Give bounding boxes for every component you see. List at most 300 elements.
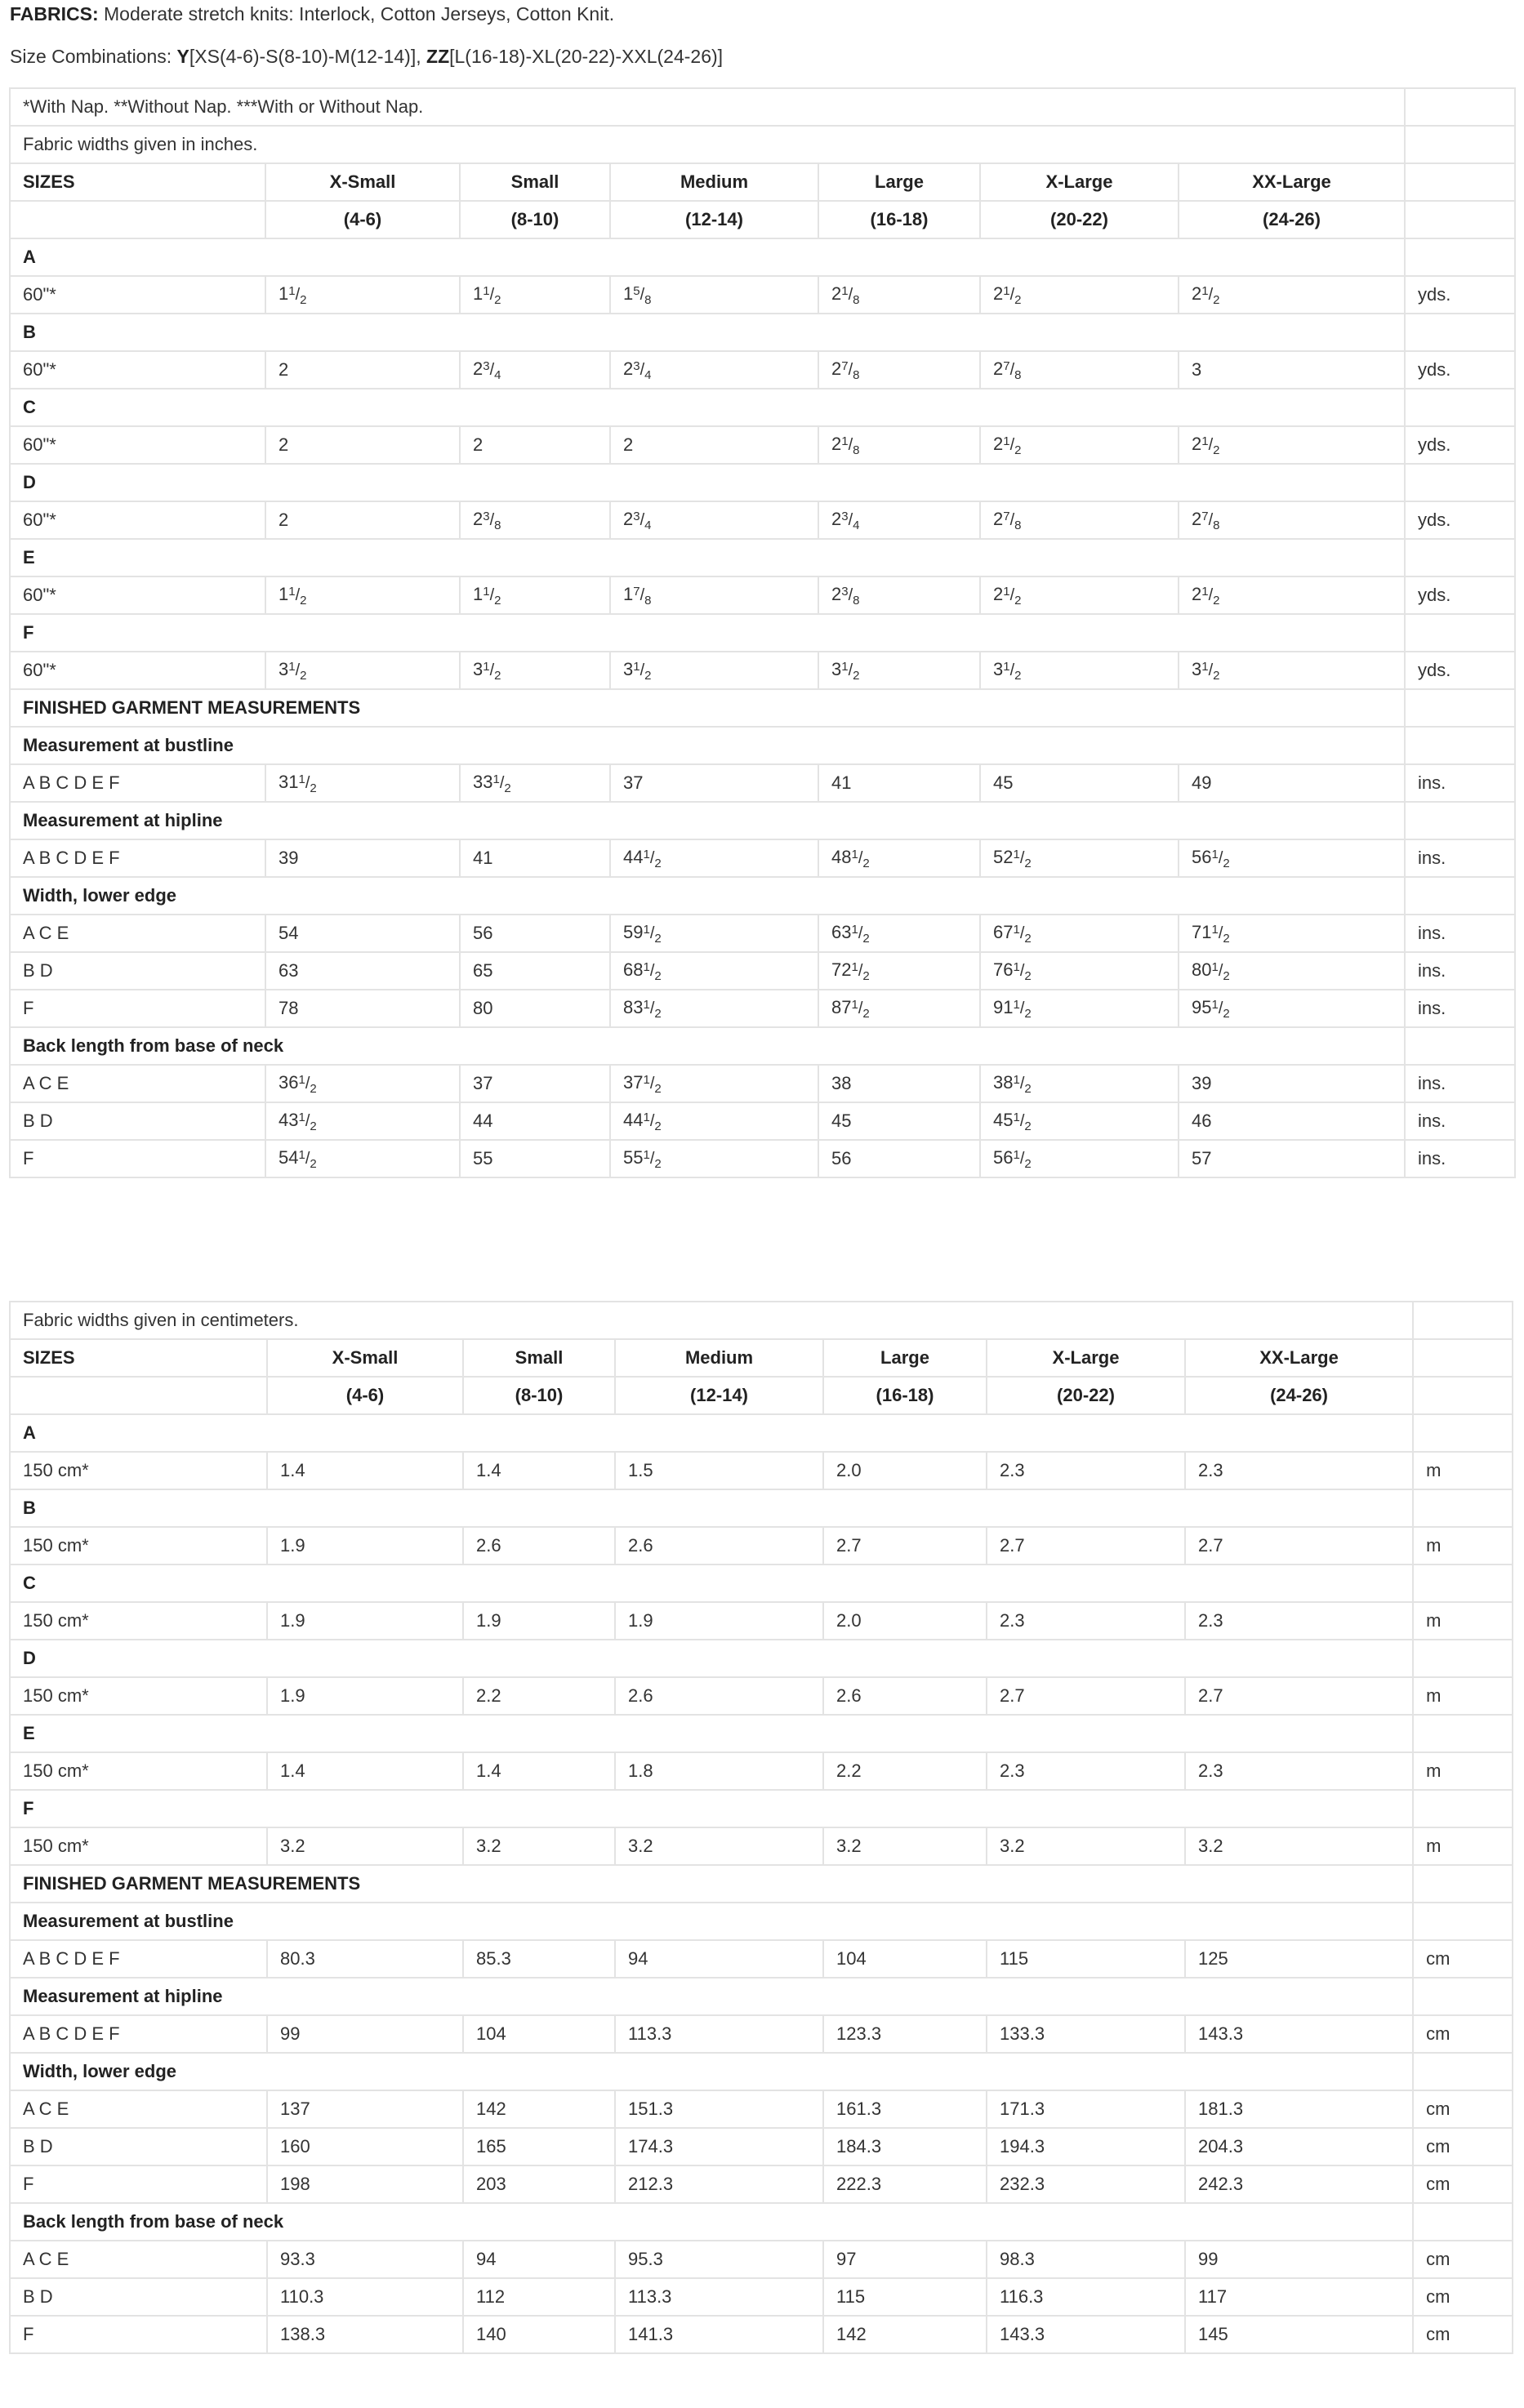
fraction-value: $2^1/_2$ [993, 583, 1022, 608]
measurement-value: 165 [463, 2128, 615, 2165]
unit-spacer [1413, 2203, 1513, 2241]
view-letter: A [10, 1414, 1413, 1452]
measurement-value [610, 952, 818, 990]
measurement-value [1179, 915, 1405, 952]
yardage-value: 3.2 [987, 1827, 1185, 1865]
yardage-value: 2 [610, 426, 818, 464]
yardage-value [610, 501, 818, 539]
measurement-value: 57 [1179, 1140, 1405, 1177]
view-label-row [10, 1489, 1513, 1527]
unit-label: ins. [1405, 839, 1515, 877]
unit-label: cm [1413, 2316, 1513, 2353]
yardage-value [980, 351, 1179, 389]
measurement-value: 39 [1179, 1065, 1405, 1102]
unit-label: ins. [1405, 952, 1515, 990]
measurement-value: 123.3 [823, 2015, 987, 2053]
size-name-header: X-Small [267, 1339, 463, 1377]
unit-spacer [1405, 88, 1515, 126]
yardage-value [1179, 501, 1405, 539]
unit-spacer [1413, 1489, 1513, 1527]
view-label-row [10, 464, 1515, 501]
yardage-value: 2.7 [1185, 1677, 1413, 1715]
measurement-title: Width, lower edge [10, 877, 1405, 915]
size-range-header: (24-26) [1185, 1377, 1413, 1414]
yardage-value: 2.6 [463, 1527, 615, 1565]
fraction-value: $33^1/_2$ [473, 771, 511, 795]
fraction-value: $36^1/_2$ [279, 1071, 317, 1096]
yardage-value: 2.2 [463, 1677, 615, 1715]
measurement-value: 143.3 [987, 2316, 1185, 2353]
measurement-value: 46 [1179, 1102, 1405, 1140]
measurement-value [980, 1065, 1179, 1102]
view-letter: B [10, 1489, 1413, 1527]
measurement-value: 44 [460, 1102, 610, 1140]
fabric-width: 60"* [10, 652, 265, 689]
unit-spacer [1405, 464, 1515, 501]
unit-spacer [1413, 1903, 1513, 1940]
measurement-value: 222.3 [823, 2165, 987, 2203]
measurement-value: 95.3 [615, 2241, 823, 2278]
unit-spacer [1413, 1790, 1513, 1827]
size-name-header: XX-Large [1185, 1339, 1413, 1377]
yardage-row [10, 576, 1515, 614]
fraction-value: $80^1/_2$ [1192, 959, 1230, 983]
yardage-value: 2.7 [823, 1527, 987, 1565]
measurement-row [10, 2015, 1513, 2053]
sizes-header-row [10, 1339, 1513, 1377]
unit-label: ins. [1405, 1065, 1515, 1102]
fraction-value: $2^1/_2$ [993, 433, 1022, 457]
measurement-views: A B C D E F [10, 839, 265, 877]
measurement-value: 45 [980, 764, 1179, 802]
fraction-value: $3^1/_2$ [473, 658, 501, 683]
view-letter: C [10, 1565, 1413, 1602]
measurement-value: 145 [1185, 2316, 1413, 2353]
measurement-row [10, 952, 1515, 990]
yardage-value: 1.5 [615, 1452, 823, 1489]
measurement-value [980, 1140, 1179, 1177]
fabrics-line [10, 2, 1513, 26]
yardage-value [1179, 652, 1405, 689]
measurement-title-row [10, 802, 1515, 839]
view-label-row [10, 539, 1515, 576]
fraction-value: $56^1/_2$ [993, 1146, 1032, 1171]
fraction-value: $3^1/_2$ [831, 658, 860, 683]
fraction-value: $2^1/_2$ [993, 283, 1022, 307]
view-label-row [10, 1790, 1513, 1827]
measurement-value [818, 839, 980, 877]
size-combinations-label: Size Combinations: [10, 46, 177, 67]
measurement-title-row [10, 2203, 1513, 2241]
unit-label: cm [1413, 1940, 1513, 1978]
yardage-value [610, 351, 818, 389]
yardage-row [10, 1602, 1513, 1640]
yardage-value: 2 [265, 501, 460, 539]
size-range-header: (4-6) [265, 201, 460, 238]
measurement-value [980, 990, 1179, 1027]
measurement-value: 99 [267, 2015, 463, 2053]
fraction-value: $3^1/_2$ [279, 658, 307, 683]
measurement-title: Back length from base of neck [10, 2203, 1413, 2241]
measurement-value: 117 [1185, 2278, 1413, 2316]
measurement-value [818, 990, 980, 1027]
measurement-value: 104 [823, 1940, 987, 1978]
view-label-row [10, 389, 1515, 426]
fraction-value: $1^1/_2$ [279, 583, 307, 608]
measurement-value [610, 990, 818, 1027]
fraction-value: $37^1/_2$ [623, 1071, 662, 1096]
measurement-value [818, 915, 980, 952]
yardage-value [818, 276, 980, 314]
unit-label: m [1413, 1677, 1513, 1715]
measurement-value: 94 [463, 2241, 615, 2278]
yardage-value: 1.9 [267, 1602, 463, 1640]
yardage-value: 2.3 [1185, 1752, 1413, 1790]
measurement-value: 194.3 [987, 2128, 1185, 2165]
measurement-value [610, 915, 818, 952]
fraction-value: $59^1/_2$ [623, 921, 662, 946]
measurement-value: 56 [460, 915, 610, 952]
finished-header-row [10, 689, 1515, 727]
fraction-value: $2^3/_4$ [473, 358, 501, 382]
measurement-value: 113.3 [615, 2015, 823, 2053]
measurement-value: 49 [1179, 764, 1405, 802]
yardage-value: 2.6 [615, 1677, 823, 1715]
measurement-value: 112 [463, 2278, 615, 2316]
view-letter: F [10, 614, 1405, 652]
fraction-value: $2^3/_4$ [623, 358, 652, 382]
unit-spacer [1413, 1715, 1513, 1752]
unit-label: yds. [1405, 652, 1515, 689]
measurement-value: 203 [463, 2165, 615, 2203]
fraction-value: $2^7/_8$ [831, 358, 860, 382]
measurement-row [10, 915, 1515, 952]
yardage-value: 2 [265, 351, 460, 389]
fabric-width: 150 cm* [10, 1752, 267, 1790]
size-range-row [10, 201, 1515, 238]
unit-label: cm [1413, 2241, 1513, 2278]
size-name-header: X-Small [265, 163, 460, 201]
unit-spacer [1405, 614, 1515, 652]
fabric-width: 60"* [10, 501, 265, 539]
unit-spacer [1405, 126, 1515, 163]
measurement-row [10, 1140, 1515, 1177]
fraction-value: $52^1/_2$ [993, 846, 1032, 870]
measurement-title-row [10, 1903, 1513, 1940]
yardage-value: 3.2 [463, 1827, 615, 1865]
measurement-value [610, 1140, 818, 1177]
view-label-row [10, 1640, 1513, 1677]
measurement-value: 63 [265, 952, 460, 990]
measurement-value: 160 [267, 2128, 463, 2165]
view-letter: D [10, 1640, 1413, 1677]
fraction-value: $87^1/_2$ [831, 996, 870, 1021]
view-label-row [10, 1414, 1513, 1452]
yardage-value: 2.3 [987, 1602, 1185, 1640]
size-name-header: Medium [615, 1339, 823, 1377]
view-label-row [10, 238, 1515, 276]
measurement-views: F [10, 2316, 267, 2353]
nap-note-row [10, 88, 1515, 126]
fraction-value: $48^1/_2$ [831, 846, 870, 870]
measurement-value: 93.3 [267, 2241, 463, 2278]
fraction-value: $91^1/_2$ [993, 996, 1032, 1021]
unit-spacer [1405, 201, 1515, 238]
measurement-views: B D [10, 952, 265, 990]
measurement-value: 138.3 [267, 2316, 463, 2353]
fraction-value: $3^1/_2$ [993, 658, 1022, 683]
sizes-header-row [10, 163, 1515, 201]
yardage-value [980, 576, 1179, 614]
fabrics-text: Moderate stretch knits: Interlock, Cotton Jerseys, Cotton Knit. [98, 3, 615, 24]
unit-label: cm [1413, 2165, 1513, 2203]
fabric-width: 60"* [10, 351, 265, 389]
measurement-value: 56 [818, 1140, 980, 1177]
fraction-value: $1^1/_2$ [473, 283, 501, 307]
yardage-row [10, 276, 1515, 314]
size-name-header: XX-Large [1179, 163, 1405, 201]
fraction-value: $3^1/_2$ [623, 658, 652, 683]
yardage-value [1179, 276, 1405, 314]
view-letter: D [10, 464, 1405, 501]
yardage-value [265, 652, 460, 689]
size-range-header: (16-18) [818, 201, 980, 238]
yardage-value: 3.2 [823, 1827, 987, 1865]
fraction-value: $38^1/_2$ [993, 1071, 1032, 1096]
yardage-value [610, 652, 818, 689]
measurement-row [10, 2128, 1513, 2165]
unit-spacer [1405, 238, 1515, 276]
yardage-value: 2.2 [823, 1752, 987, 1790]
measurement-value: 78 [265, 990, 460, 1027]
unit-spacer [1405, 163, 1515, 201]
fraction-value: $68^1/_2$ [623, 959, 662, 983]
view-label-row [10, 1715, 1513, 1752]
measurement-views: B D [10, 2128, 267, 2165]
fraction-value: $56^1/_2$ [1192, 846, 1230, 870]
yardage-value: 1.9 [267, 1677, 463, 1715]
size-name-header: Large [823, 1339, 987, 1377]
fraction-value: $2^1/_2$ [1192, 583, 1220, 608]
yardage-value: 1.9 [267, 1527, 463, 1565]
yardage-value [1179, 576, 1405, 614]
measurement-value: 204.3 [1185, 2128, 1413, 2165]
yardage-value: 2.0 [823, 1602, 987, 1640]
yardage-row [10, 426, 1515, 464]
yardage-value: 2.3 [1185, 1602, 1413, 1640]
fraction-value: $95^1/_2$ [1192, 996, 1230, 1021]
unit-label: ins. [1405, 764, 1515, 802]
finished-measurements-label: FINISHED GARMENT MEASUREMENTS [10, 689, 1405, 727]
measurement-value: 38 [818, 1065, 980, 1102]
measurement-value: 99 [1185, 2241, 1413, 2278]
measurement-value: 98.3 [987, 2241, 1185, 2278]
view-letter: F [10, 1790, 1413, 1827]
yardage-value: 2 [460, 426, 610, 464]
size-code-zz: ZZ [426, 46, 450, 67]
measurement-value [1179, 990, 1405, 1027]
width-note: Fabric widths given in inches. [10, 126, 1405, 163]
measurement-value [265, 1102, 460, 1140]
width-note-row [10, 126, 1515, 163]
yardage-value: 3.2 [615, 1827, 823, 1865]
yardage-value: 2.3 [987, 1452, 1185, 1489]
view-letter: B [10, 314, 1405, 351]
fraction-value: $2^1/_2$ [1192, 283, 1220, 307]
fraction-value: $72^1/_2$ [831, 959, 870, 983]
yardage-row [10, 652, 1515, 689]
sizes-label: SIZES [10, 1339, 267, 1377]
measurement-value: 94 [615, 1940, 823, 1978]
measurement-value: 39 [265, 839, 460, 877]
measurement-value [265, 1140, 460, 1177]
view-letter: C [10, 389, 1405, 426]
measurement-views: A C E [10, 1065, 265, 1102]
fraction-value: $1^7/_8$ [623, 583, 652, 608]
measurement-value: 80.3 [267, 1940, 463, 1978]
unit-spacer [1413, 1414, 1513, 1452]
measurement-value: 113.3 [615, 2278, 823, 2316]
fraction-value: $54^1/_2$ [279, 1146, 317, 1171]
fraction-value: $83^1/_2$ [623, 996, 662, 1021]
measurement-value [980, 952, 1179, 990]
size-range-header: (4-6) [267, 1377, 463, 1414]
yardage-value [818, 426, 980, 464]
measurement-row [10, 764, 1515, 802]
size-range-header: (12-14) [610, 201, 818, 238]
measurement-title-row [10, 727, 1515, 764]
fraction-value: $2^3/_4$ [831, 508, 860, 532]
measurement-row [10, 1940, 1513, 1978]
size-range-header: (24-26) [1179, 201, 1405, 238]
size-name-header: Small [460, 163, 610, 201]
view-letter: A [10, 238, 1405, 276]
fraction-value: $2^3/_8$ [473, 508, 501, 532]
measurement-value: 65 [460, 952, 610, 990]
size-range-row [10, 1377, 1513, 1414]
fraction-value: $44^1/_2$ [623, 846, 662, 870]
measurement-value [460, 764, 610, 802]
fraction-value: $63^1/_2$ [831, 921, 870, 946]
width-note: Fabric widths given in centimeters. [10, 1302, 1413, 1339]
yardage-value [818, 501, 980, 539]
measurement-value: 37 [460, 1065, 610, 1102]
measurement-title: Measurement at hipline [10, 802, 1405, 839]
fraction-value: $44^1/_2$ [623, 1109, 662, 1133]
yardage-row [10, 351, 1515, 389]
measurement-value: 116.3 [987, 2278, 1185, 2316]
fraction-value: $2^3/_4$ [623, 508, 652, 532]
yardage-value: 1.9 [615, 1602, 823, 1640]
fabric-width: 150 cm* [10, 1827, 267, 1865]
yardage-value: 3 [1179, 351, 1405, 389]
unit-label: ins. [1405, 990, 1515, 1027]
view-label-row [10, 1565, 1513, 1602]
fraction-value: $3^1/_2$ [1192, 658, 1220, 683]
unit-spacer [1405, 539, 1515, 576]
measurement-value: 85.3 [463, 1940, 615, 1978]
measurement-value [610, 1065, 818, 1102]
unit-label: cm [1413, 2278, 1513, 2316]
measurement-views: F [10, 990, 265, 1027]
measurement-value: 161.3 [823, 2090, 987, 2128]
measurement-title: Measurement at hipline [10, 1978, 1413, 2015]
yardage-value: 1.4 [463, 1752, 615, 1790]
metric-yardage-table [9, 1301, 1513, 2354]
measurement-row [10, 839, 1515, 877]
yardage-value: 2.7 [987, 1527, 1185, 1565]
unit-label: m [1413, 1527, 1513, 1565]
yardage-row [10, 1677, 1513, 1715]
size-name-header: Medium [610, 163, 818, 201]
unit-label: yds. [1405, 351, 1515, 389]
unit-spacer [1413, 1565, 1513, 1602]
measurement-views: B D [10, 1102, 265, 1140]
yardage-value [460, 276, 610, 314]
fabric-width: 60"* [10, 426, 265, 464]
measurement-value [980, 839, 1179, 877]
size-range-header: (20-22) [987, 1377, 1185, 1414]
size-range-zz: [L(16-18)-XL(20-22)-XXL(24-26)] [449, 46, 724, 67]
unit-spacer [1405, 314, 1515, 351]
size-name-header: X-Large [987, 1339, 1185, 1377]
measurement-value [265, 1065, 460, 1102]
measurement-value: 110.3 [267, 2278, 463, 2316]
view-label-row [10, 314, 1515, 351]
measurement-value: 232.3 [987, 2165, 1185, 2203]
yardage-value [265, 576, 460, 614]
yardage-row [10, 1452, 1513, 1489]
measurement-value: 54 [265, 915, 460, 952]
measurement-value: 181.3 [1185, 2090, 1413, 2128]
sizes-label: SIZES [10, 163, 265, 201]
unit-spacer [1405, 689, 1515, 727]
yardage-row [10, 1527, 1513, 1565]
measurement-value: 115 [823, 2278, 987, 2316]
unit-spacer [1413, 2053, 1513, 2090]
measurement-value [980, 1102, 1179, 1140]
unit-label: yds. [1405, 426, 1515, 464]
size-range-spacer [10, 1377, 267, 1414]
fraction-value: $2^1/_8$ [831, 433, 860, 457]
yardage-value [980, 501, 1179, 539]
measurement-value: 142 [823, 2316, 987, 2353]
yardage-row [10, 1752, 1513, 1790]
yardage-value: 1.4 [463, 1452, 615, 1489]
unit-label: yds. [1405, 501, 1515, 539]
unit-label: ins. [1405, 1140, 1515, 1177]
unit-spacer [1405, 802, 1515, 839]
unit-label: m [1413, 1752, 1513, 1790]
unit-label: m [1413, 1452, 1513, 1489]
measurement-views: F [10, 1140, 265, 1177]
fraction-value: $1^1/_2$ [279, 283, 307, 307]
unit-spacer [1413, 1865, 1513, 1903]
measurement-views: A C E [10, 2241, 267, 2278]
measurement-value: 151.3 [615, 2090, 823, 2128]
yardage-row [10, 501, 1515, 539]
unit-label: cm [1413, 2090, 1513, 2128]
measurement-value: 115 [987, 1940, 1185, 1978]
imperial-yardage-table [9, 87, 1516, 1178]
measurement-title: Measurement at bustline [10, 727, 1405, 764]
measurement-value [610, 839, 818, 877]
yardage-row [10, 1827, 1513, 1865]
yardage-value [610, 576, 818, 614]
measurement-title-row [10, 2053, 1513, 2090]
size-range-header: (8-10) [463, 1377, 615, 1414]
size-range-header: (20-22) [980, 201, 1179, 238]
